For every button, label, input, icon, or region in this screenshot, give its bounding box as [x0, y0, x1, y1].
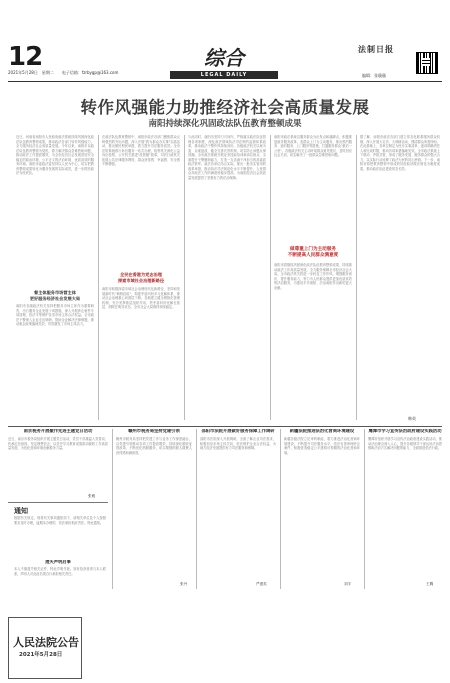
- court-notice-date: 2021年5月28日: [19, 652, 63, 658]
- mid-rule: [8, 426, 442, 427]
- editor-line: 编辑：张璇璇: [362, 73, 386, 78]
- article-byline: 韩英: [408, 416, 416, 421]
- article-column-1: 近日，河南省南阳市人民政府政法系统持续巩固深化政法队伍教育整顿成果，推动政法各部门转作风强能力，全力服务经济社会高质量发展。今年以来，南阳市以政法队伍教育整顿为契机，着力解决群众急难愁盼问题，推动政法工作提质增效，为全市经济社会发展营造安全稳定的政治环境、公平正义的法治环境、优质高效的服务环境。南阳市委政法委坚持以人民为中心，切实把教育整顿成果转化为服务发展的实际成效，进一步擦亮政法为民底色。: [16, 135, 94, 175]
- article-column-2: 在政法队伍教育整顿中，南阳市政法各部门聚焦群众反映强烈的突出问题，深入开展"我为群众办实事"实践活动，推出便民利民举措，着力提升司法服务质效。全市法院系统推行诉讼服务一站式办理，检察机关深化公益诉讼检察，公安机关推进"放管服"改革，司法行政机关拓展公共法律服务网络，群众获得感、幸福感、安全感不断增强。: [102, 135, 180, 166]
- column-divider: [280, 429, 281, 589]
- article-callout: 做尊重上门为主动服务 不断提高人民群众满意度: [287, 247, 339, 258]
- page-number: 12: [8, 42, 43, 72]
- article-column-1b: 南阳市各级政法机关坚持把服务市场主体作为重要职责，出台服务企业发展十项措施，深入开展涉企案件专项清理，依法平等保护各类市场主体合法权益。全市政法干警深入企业走访调研，帮助企业解决法律难题，推动惠企政策落地见效，有效激发了市场主体活力。: [16, 304, 94, 326]
- notice-body: 根据有关规定，现将有关事项通知如下，请相关单位及个人按照要求及时办理，逾期未办理的，依法承担相应责任。特此通知。: [14, 516, 106, 525]
- bottom-article-body-5: 鹰潭市组织开展学习宣传法治政府建设实践活动，推动法治理念深入人心，提升各级领导干部运用法治思维和法治方式解决问题的能力，全面推进依法行政。: [368, 437, 442, 450]
- article-column-4: 南阳市政法系统以服务群众为出发点和落脚点，积极推进政务服务改革，变群众上门为主动服务，推出预约服务、延时服务、上门服务等措施，打通服务群众"最后一公里"。各级政法机关主动听取群众意见建议，及时回应社会关切，切实解决了一批群众急难愁盼问题。: [274, 135, 352, 157]
- article-subhead-1: 督主体服务市场营主体 更好服务经济社会发展大局: [29, 290, 81, 301]
- bottom-article-heading-2: 赣州市税务局坚持党建引领: [128, 429, 180, 434]
- issue-meta: 2021年5月28日 星期二 电子信箱：fzrbygp@163.com: [8, 70, 119, 75]
- bottom-article-byline-2: 张丹: [180, 582, 188, 586]
- bottom-article-heading-1: 南京税务开展撤作先进主题党日活动: [23, 429, 93, 434]
- column-divider: [184, 135, 185, 420]
- article-column-2b: 南阳市积极探索市域社会治理现代化新路径，坚持和发展新时代"枫桥经验"，构建矛盾纠纷多元化解体系，推动社会治理重心向基层下移。各地建立健全网格化管理机制，充分发挥基层组织作用，把矛盾纠纷化解在基层、消除在萌芽状态，全市社会大局保持持续稳定。: [102, 287, 180, 309]
- column-divider: [270, 135, 271, 420]
- bottom-article-byline-5: 王腾: [426, 582, 434, 586]
- bottom-article-body-2: 赣州市税务局坚持把党建工作与业务工作深度融合，以党建引领推动各项工作提质增效，持续深化税收征管改革，不断优化纳税服务，切实增强纳税人缴费人获得感和满意度。: [116, 437, 192, 455]
- bottom-article-body-1: 近日，南京市税务局组织开展主题党日活动，党员干部重温入党誓词，传承红色基因，坚定理想信念，以党史学习教育成果推动税收工作高质量发展，为优化营商环境贡献税务力量。: [8, 437, 108, 450]
- column-divider: [196, 429, 197, 589]
- section-title: 综合: [204, 46, 244, 70]
- bottom-article-body-3: 邵阳市法院深入开展调研，全面了解企业司法需求，积极回应市场主体关切，依法保护企业合法权益，为地方经济发展提供有力司法服务和保障。: [200, 437, 276, 450]
- qr-code-icon: [416, 52, 438, 74]
- court-notice-title: 人民法院公告: [13, 636, 79, 649]
- column-divider: [98, 135, 99, 420]
- notice-heading-2: 遗失声明启事: [45, 560, 71, 565]
- notice-body-2: 本人不慎遗失相关证件，特此声明作废。如有拾获者请与本人联系，声明人对此前后果自行承担相关责任。: [14, 567, 106, 576]
- article-subhead-2: 全民在香港为党志治理 探索市域社会治理新路径: [117, 272, 165, 283]
- court-notice-ad: [8, 617, 82, 679]
- article-title: 转作风强能力助推经济社会高质量发展: [80, 98, 370, 117]
- newspaper-logo: 法制日报: [358, 44, 394, 54]
- notice-rule: [8, 502, 108, 503]
- bottom-article-heading-4: 新疆法院推进法治化营商环境建设: [289, 429, 355, 434]
- article-subtitle: 南阳持续深化巩固政法队伍教育整顿成果: [148, 119, 302, 129]
- bottom-article-byline-3: 严建英: [256, 582, 267, 586]
- column-divider: [364, 429, 365, 589]
- bottom-article-heading-5: 鹰潭市学习宣传法治政府建设实践活动: [368, 429, 442, 434]
- column-divider: [112, 429, 113, 589]
- column-divider: [356, 135, 357, 420]
- bottom-article-body-4: 新疆各级法院立足审判职能，着力推进法治化营商环境建设，不断提升司法服务水平，依法妥善审理涉企案件，积极营造稳定公平透明可预期的法治化营商环境。: [284, 437, 360, 455]
- notice-heading: 通知: [14, 507, 28, 515]
- header-rule: [8, 81, 442, 82]
- bottom-article-byline-4: 刘宇: [344, 582, 352, 586]
- article-column-5: 据了解，南阳市政法各部门建立常态化联系服务群众机制，深入开展大走访、大调研活动，摸清群众所需所盼。在此基础上，各单位制定为民办实事清单，逐项明确责任人和完成时限，推动各项举措落地见效。全市政法系统上下联动、齐抓共管，形成了服务发展、服务群众的强大合力，以实际行动诠释了政法为民的初心使命。下一步，南阳市将把教育整顿中形成的好经验好做法固化为制度成果，推动政法队伍建设常态长效。: [360, 135, 440, 171]
- bottom-article-byline-1: 张雅: [88, 494, 96, 498]
- article-column-3: 与此同时，南阳市坚持刀刃向内，严格落实政法队伍管理各项制度，深化政法领域执法司法制约监督体系改革，推动政法干警作风持续向好。各级政法机关以案为鉴、以案促改，健全完善长效机制，切实防止问题反弹回潮。全市政法系统开展业务技能培训和岗位练兵，全面提升干警履职能力，打造一支忠诚干净担当的高素质政法铁军。政法各单位结合实际，推出一批务实管用的改革举措，推动执法司法规范化水平不断提升，人民群众对政法工作的满意度稳步提高，为南阳经济社会高质量发展提供了坚强有力的法治保障。: [188, 135, 266, 180]
- section-bar: LEGAL DAILY: [170, 71, 278, 79]
- article-column-4b: 南阳市将继续巩固深化政法队伍教育整顿成果，持续推动政法工作高质量发展，全力服务保障全市经济社会大局。全市政法机关将进一步转变工作作风，增强服务意识，提升服务能力，努力为人民群众提供更加优质高效的法治服务，为建设平安南阳、法治南阳作出新的更大贡献。: [274, 263, 352, 290]
- bottom-article-heading-3: 邵阳市法院开展做好服务保障工作调研: [201, 429, 275, 434]
